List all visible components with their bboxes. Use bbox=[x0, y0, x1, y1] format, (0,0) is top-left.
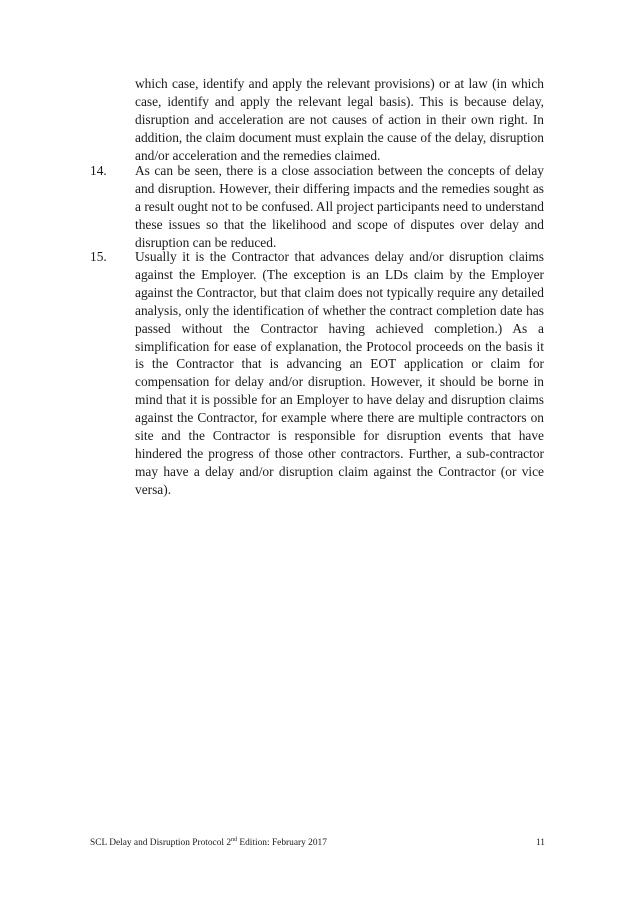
footer-title-prefix: SCL Delay and Disruption Protocol 2 bbox=[90, 838, 232, 848]
paragraph-14: As can be seen, there is a close association between the concepts of delay and disruption. However, their differing impacts and the remedies sought as a result ought not to be confused. All project participants need to understand these issues so that the likelihood and scope of disputes over delay and disruption can be reduced. bbox=[135, 163, 544, 250]
footer-title-suffix: Edition: February 2017 bbox=[237, 838, 327, 848]
paragraph-number-15: 15. bbox=[90, 249, 107, 264]
footer-document-title bbox=[90, 837, 327, 849]
footer-page-number: 11 bbox=[535, 838, 545, 848]
paragraph-15: Usually it is the Contractor that advances delay and/or disruption claims against the Employer. (The exception is an LDs claim by the Employer against the Contractor, but that claim does not typically require any detailed analysis, only the identification of whether the contract completion date has passed without the Contractor having achieved completion.) As a simplification for ease of explanation, the Protocol proceeds on the basis it is the Contractor that is advancing an EOT application or claim for compensation for delay and/or disruption. However, it should be borne in mind that it is possible for an Employer to have delay and disruption claims against the Contractor, for example where there are multiple contractors on site and the Contractor is responsible for disruption events that have hindered the progress of those other contractors. Further, a sub-contractor may have a delay and/or disruption claim against the Contractor (or vice versa). bbox=[135, 249, 544, 497]
paragraph-number-14: 14. bbox=[90, 163, 107, 178]
paragraph-13-continuation: which case, identify and apply the relevant provisions) or at law (in which case, identify and apply the relevant legal basis). This is because delay, disruption and acceleration are not causes of action in their own right. In addition, the claim document must explain the cause of the delay, disruption and/or acceleration and the remedies claimed. bbox=[135, 76, 544, 163]
footer-title-superscript: nd bbox=[231, 837, 238, 843]
